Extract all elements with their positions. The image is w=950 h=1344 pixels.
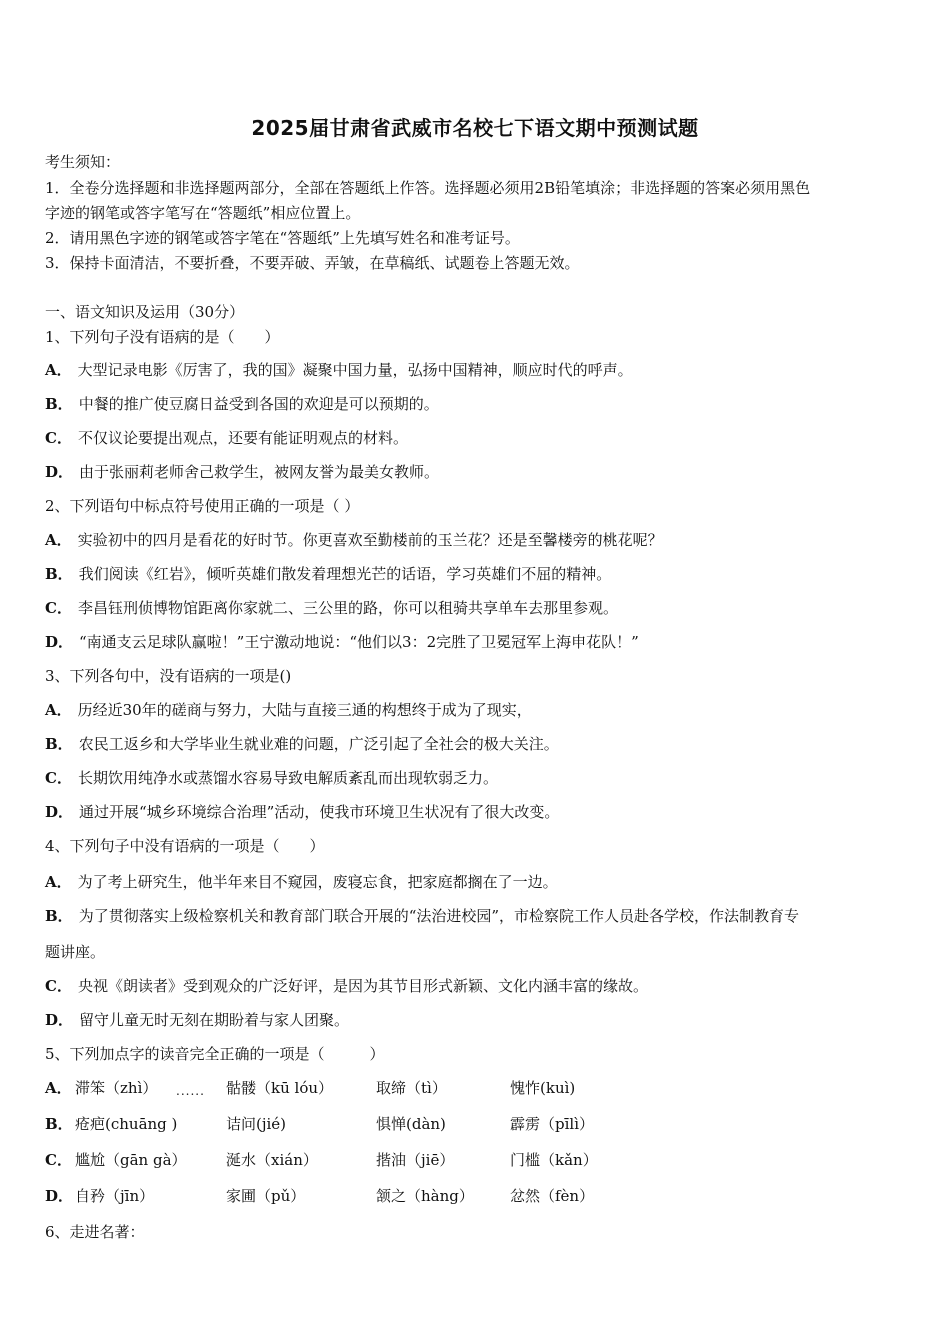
option-label: D．	[45, 633, 74, 651]
option-label: A．	[45, 873, 72, 891]
option-text: 留守儿童无时无刻在期盼着与家人团聚。	[79, 1011, 350, 1029]
option-item	[45, 768, 498, 788]
pinyin-cell: 涎水（xián）	[226, 1151, 318, 1169]
notice-item: 1．全卷分选择题和非选择题两部分，全部在答题纸上作答。选择题必须用2B铅笔填涂；非选择题的答案必须用黑色	[45, 179, 811, 197]
option-item	[45, 906, 799, 926]
option-text: 历经近30年的磋商与努力，大陆与直接三通的构想终于成为了现实，	[77, 701, 532, 719]
option-label: C．	[45, 1151, 72, 1169]
section-heading: 一、语文知识及运用（30分）	[45, 303, 245, 321]
pinyin-cell: 疮疤(chuāng )	[75, 1115, 178, 1133]
pinyin-cell: 揩油（jiē）	[376, 1151, 455, 1169]
question-stem: 6、走进名著：	[45, 1223, 145, 1241]
pinyin-cell: 诘问(jié)	[226, 1115, 287, 1133]
option-text: 长期饮用纯净水或蒸馏水容易导致电解质紊乱而出现软弱乏力。	[77, 769, 498, 787]
option-label: C．	[45, 977, 72, 995]
pinyin-cell: 滞笨（zhì）	[75, 1079, 158, 1097]
option-item	[45, 802, 559, 822]
option-item	[45, 428, 408, 448]
question-stem: 3、下列各句中，没有语病的一项是()	[45, 667, 292, 685]
option-text: 央视《朗读者》受到观众的广泛好评，是因为其节目形式新颖、文化内涵丰富的缘故。	[77, 977, 648, 995]
notice-heading: 考生须知：	[45, 153, 121, 171]
option-item	[45, 462, 439, 482]
option-label: C．	[45, 599, 72, 617]
option-label: A．	[45, 531, 72, 549]
pinyin-cell: 霹雳（pīlì）	[510, 1115, 594, 1133]
option-text: “南通支云足球队赢啦！”王宁激动地说：“他们以3：2完胜了卫冕冠军上海申花队！”	[79, 633, 639, 651]
option-item	[45, 598, 618, 618]
option-text: 通过开展“城乡环境综合治理”活动，使我市环境卫生状况有了很大改变。	[79, 803, 560, 821]
option-item	[45, 976, 648, 996]
pinyin-cell: 愧怍(kuì)	[510, 1079, 576, 1097]
pinyin-cell: 家圃（pǔ）	[226, 1187, 306, 1205]
option-item	[45, 700, 532, 720]
option-label: B．	[45, 735, 73, 753]
question-stem: 4、下列句子中没有语病的一项是（ ）	[45, 837, 325, 855]
option-label: D．	[45, 463, 74, 481]
pinyin-cell: 自矜（jīn）	[75, 1187, 155, 1205]
option-item	[45, 872, 558, 892]
option-label: C．	[45, 429, 72, 447]
option-item	[45, 564, 611, 584]
pinyin-cell: 门槛（kǎn）	[510, 1151, 598, 1169]
option-item	[45, 394, 439, 414]
option-text: 不仅议论要提出观点，还要有能证明观点的材料。	[77, 429, 408, 447]
option-label: C．	[45, 769, 72, 787]
question-stem: 2、下列语句中标点符号使用正确的一项是（ ）	[45, 497, 360, 515]
question-stem: 1、下列句子没有语病的是（ ）	[45, 328, 280, 346]
option-text: 农民工返乡和大学毕业生就业难的问题，广泛引起了全社会的极大关注。	[78, 735, 559, 753]
option-label: A．	[45, 701, 72, 719]
emphasis-dots: ......	[176, 1084, 205, 1098]
option-text: 实验初中的四月是看花的好时节。你更喜欢至勤楼前的玉兰花？还是至馨楼旁的桃花呢？	[77, 531, 663, 549]
notice-item: 字迹的钢笔或答字笔写在“答题纸”相应位置上。	[45, 204, 361, 222]
pinyin-cell: 忿然（fèn）	[510, 1187, 595, 1205]
pinyin-cell: 尴尬（gān gà）	[75, 1151, 187, 1169]
option-item-continued	[45, 942, 105, 962]
option-label: D．	[45, 1011, 74, 1029]
notice-item: 3．保持卡面清洁，不要折叠，不要弄破、弄皱，在草稿纸、试题卷上答题无效。	[45, 254, 580, 272]
pinyin-cell: 颔之（hàng）	[376, 1187, 474, 1205]
option-label: A．	[45, 1079, 72, 1097]
pinyin-cell: 骷髅（kū lóu）	[226, 1079, 334, 1097]
option-item	[45, 1010, 349, 1030]
option-item	[45, 360, 633, 380]
option-text: 为了贯彻落实上级检察机关和教育部门联合开展的“法治进校园”，市检察院工作人员赴各学校，作法制教育专	[78, 907, 800, 925]
option-item	[45, 734, 559, 754]
option-label: A．	[45, 361, 72, 379]
option-label: B．	[45, 565, 73, 583]
option-text: 李昌钰刑侦博物馆距离你家就二、三公里的路，你可以租骑共享单车去那里参观。	[77, 599, 618, 617]
option-text: 我们阅读《红岩》，倾听英雄们散发着理想光芒的话语，学习英雄们不屈的精神。	[78, 565, 612, 583]
option-label: D．	[45, 803, 74, 821]
option-label: D．	[45, 1187, 74, 1205]
page-title: 2025届甘肃省武威市名校七下语文期中预测试题	[251, 116, 699, 140]
option-label: B．	[45, 907, 73, 925]
option-text: 由于张丽莉老师舍己救学生，被网友誉为最美女教师。	[79, 463, 440, 481]
notice-item: 2．请用黑色字迹的钢笔或答字笔在“答题纸”上先填写姓名和准考证号。	[45, 229, 520, 247]
option-text: 为了考上研究生，他半年来目不窥园，废寝忘食，把家庭都搁在了一边。	[77, 873, 558, 891]
option-text: 题讲座。	[45, 943, 106, 961]
option-label: B．	[45, 395, 73, 413]
option-item	[45, 632, 639, 652]
option-item	[45, 530, 663, 550]
option-label: B．	[45, 1115, 73, 1133]
pinyin-cell: 取缔（tì）	[376, 1079, 447, 1097]
option-text: 中餐的推广使豆腐日益受到各国的欢迎是可以预期的。	[78, 395, 439, 413]
question-stem: 5、下列加点字的读音完全正确的一项是（ ）	[45, 1045, 385, 1063]
option-text: 大型记录电影《厉害了，我的国》凝聚中国力量，弘扬中国精神，顺应时代的呼声。	[77, 361, 633, 379]
pinyin-cell: 惧惮(dàn)	[376, 1115, 446, 1133]
